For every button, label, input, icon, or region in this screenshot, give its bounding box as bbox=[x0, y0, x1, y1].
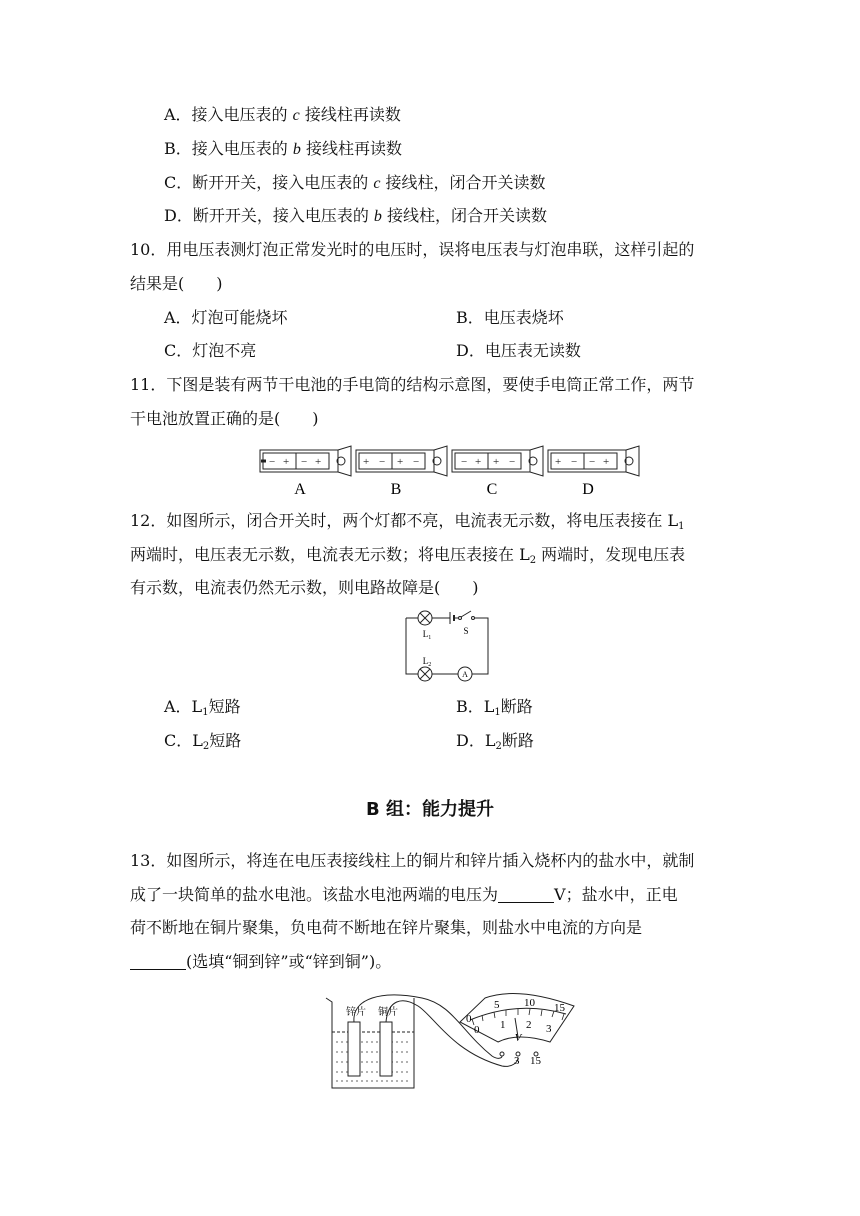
lamp-l1-label: $L_1$ bbox=[422, 629, 432, 641]
svg-text:−: − bbox=[379, 456, 386, 468]
q13-stem-line1: 13．如图所示，将连在电压表接线柱上的铜片和锌片插入烧杯内的盐水中，就制 bbox=[130, 851, 695, 870]
copper-plate bbox=[380, 1022, 392, 1076]
answer-blank-direction[interactable] bbox=[130, 953, 186, 970]
flashlight-c bbox=[452, 446, 543, 476]
salt-water-battery-figure bbox=[322, 992, 582, 1096]
flashlight-label-a: A bbox=[294, 481, 306, 498]
svg-text:−: − bbox=[301, 456, 308, 468]
scale-inner-1: 1 bbox=[500, 1019, 506, 1031]
q12-option-b: B．$L_1$断路 bbox=[456, 697, 533, 718]
beaker bbox=[326, 998, 414, 1088]
lamp-l2-label: $L_2$ bbox=[422, 656, 432, 668]
svg-text:+: + bbox=[315, 456, 322, 468]
scale-outer-15: 15 bbox=[554, 1002, 565, 1014]
q9-option-b: B．接入电压表的 b 接线柱再读数 bbox=[164, 139, 402, 158]
svg-text:+: + bbox=[283, 456, 290, 468]
q13-stem-line2: 成了一块简单的盐水电池。该盐水电池两端的电压为 V；盐水中，正电 bbox=[130, 885, 678, 904]
svg-text:+: + bbox=[603, 456, 610, 468]
terminal-negative bbox=[500, 1052, 504, 1056]
q10-option-c: C．灯泡不亮 bbox=[164, 341, 257, 360]
voltmeter-symbol: V bbox=[514, 1032, 522, 1044]
scale-inner-0: 0 bbox=[474, 1024, 480, 1036]
q12-option-d: D．$L_2$断路 bbox=[456, 731, 534, 752]
q10-option-a: A．灯泡可能烧坏 bbox=[164, 308, 288, 327]
zinc-plate bbox=[348, 1022, 360, 1076]
svg-text:+: + bbox=[493, 456, 500, 468]
flashlight-label-d: D bbox=[582, 481, 594, 498]
q9-option-c: C．断开开关，接入电压表的 c 接线柱，闭合开关读数 bbox=[164, 173, 546, 192]
circuit-figure bbox=[400, 604, 494, 690]
flashlight-b bbox=[356, 446, 447, 476]
q9-option-d: D．断开开关，接入电压表的 b 接线柱，闭合开关读数 bbox=[164, 206, 548, 225]
scale-inner-2: 2 bbox=[526, 1019, 532, 1031]
q12-stem-line3: 有示数，电流表仍然无示数，则电路故障是( ) bbox=[130, 578, 479, 597]
zinc-label: 锌片 bbox=[346, 1007, 366, 1018]
svg-text:−: − bbox=[571, 456, 578, 468]
q13-stem-line4: (选填“铜到锌”或“锌到铜”)。 bbox=[130, 951, 391, 973]
q10-option-d: D．电压表无读数 bbox=[456, 341, 581, 360]
answer-blank-voltage[interactable] bbox=[498, 886, 554, 903]
svg-text:+: + bbox=[475, 456, 482, 468]
svg-text:−: − bbox=[461, 456, 468, 468]
switch-label: S bbox=[463, 626, 469, 636]
q10-stem-line2: 结果是( ) bbox=[130, 274, 223, 293]
section-heading: B 组：能力提升 bbox=[366, 799, 494, 820]
wire-zinc bbox=[354, 995, 502, 1058]
flashlight-figure bbox=[255, 442, 645, 500]
svg-text:−: − bbox=[269, 456, 276, 468]
svg-text:−: − bbox=[509, 456, 516, 468]
scale-outer-10: 10 bbox=[524, 997, 535, 1009]
q9-option-a: A．接入电压表的 c 接线柱再读数 bbox=[164, 105, 401, 124]
scale-outer-5: 5 bbox=[494, 999, 500, 1011]
q10-stem-line1: 10．用电压表测灯泡正常发光时的电压时，误将电压表与灯泡串联，这样引起的 bbox=[130, 240, 695, 259]
copper-label: 铜片 bbox=[378, 1007, 398, 1018]
q12-option-c: C．$L_2$短路 bbox=[164, 731, 242, 752]
scale-inner-3: 3 bbox=[546, 1023, 552, 1035]
q12-stem-line2: 两端时，电压表无示数，电流表无示数；将电压表接在 $L_2$ 两端时，发现电压表 bbox=[130, 545, 686, 566]
svg-text:−: − bbox=[589, 456, 596, 468]
q12-option-a: A．$L_1$短路 bbox=[164, 697, 241, 718]
q13-stem-line3: 荷不断地在铜片聚集，负电荷不断地在锌片聚集，则盐水中电流的方向是 bbox=[130, 918, 643, 937]
q12-stem-line1: 12．如图所示，闭合开关时，两个灯都不亮，电流表无示数，将电压表接在 $L_1$ bbox=[130, 511, 685, 532]
ammeter-label: A bbox=[462, 670, 468, 679]
flashlight-label-b: B bbox=[390, 481, 402, 498]
svg-text:+: + bbox=[555, 456, 562, 468]
q10-option-b: B．电压表烧坏 bbox=[456, 308, 564, 327]
terminal-label-15: 15 bbox=[530, 1055, 541, 1067]
svg-text:+: + bbox=[363, 456, 370, 468]
svg-text:−: − bbox=[413, 456, 420, 468]
flashlight-a bbox=[260, 446, 351, 476]
scale-outer-0: 0 bbox=[466, 1013, 472, 1025]
flashlight-label-c: C bbox=[486, 481, 498, 498]
svg-text:+: + bbox=[397, 456, 404, 468]
flashlight-d bbox=[548, 446, 639, 476]
terminal-label-3: 3 bbox=[514, 1055, 520, 1067]
q11-stem-line2: 干电池放置正确的是( ) bbox=[130, 409, 319, 428]
q11-stem-line1: 11．下图是装有两节干电池的手电筒的结构示意图，要使手电筒正常工作，两节 bbox=[130, 375, 695, 394]
